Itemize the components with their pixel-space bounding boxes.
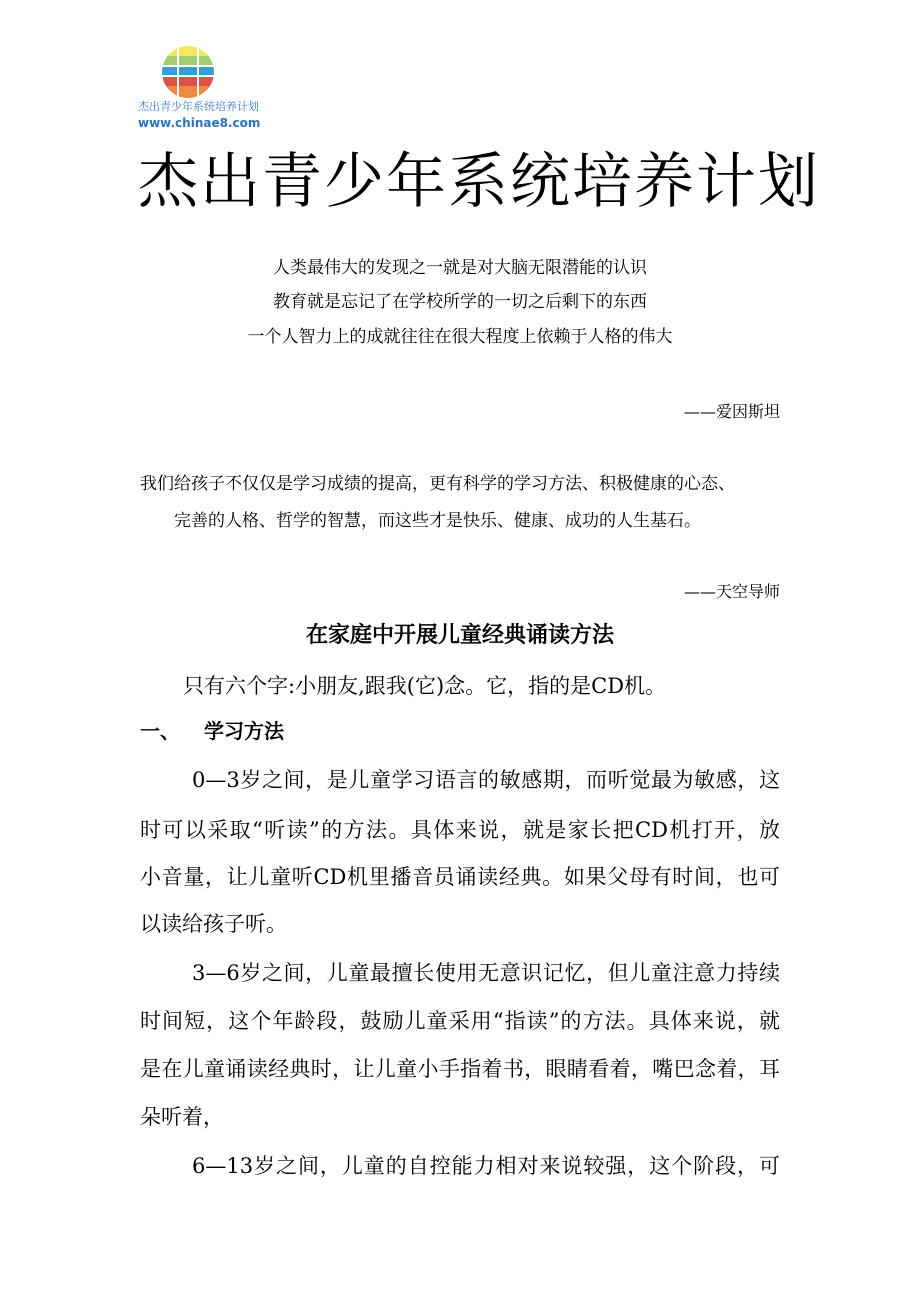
paragraph-line: 小音量，让儿童听CD机里播音员诵读经典。如果父母有时间，也可 [140, 865, 780, 889]
quote-line: 人类最伟大的发现之一就是对大脑无限潜能的认识 [273, 258, 647, 278]
section-heading [140, 718, 284, 744]
page-title: 杰出青少年系统培养计划 [138, 147, 820, 217]
paragraph-line: 3—6岁之间，儿童最擅长使用无意识记忆，但儿童注意力持续 [192, 961, 780, 985]
section-number: 一、 [140, 719, 180, 743]
article-intro: 只有六个字:小朋友,跟我(它)念。它，指的是CD机。 [183, 674, 667, 698]
mission-author: ——天空导师 [683, 582, 780, 601]
paragraph-line: 0—3岁之间，是儿童学习语言的敏感期，而听觉最为敏感，这 [192, 768, 780, 792]
paragraph-line: 6—13岁之间，儿童的自控能力相对来说较强，这个阶段，可 [192, 1154, 780, 1178]
paragraph-line: 以读给孩子听。 [140, 912, 287, 936]
quote-author: ——爱因斯坦 [683, 402, 780, 421]
logo-globe-icon [158, 44, 218, 98]
logo-url: www.chinae8.com [138, 116, 261, 130]
mission-line: 我们给孩子不仅仅是学习成绩的提高，更有科学的学习方法、积极健康的心态、 [140, 474, 735, 494]
paragraph-line: 时间短，这个年龄段，鼓励儿童采用“指读”的方法。具体来说，就 [140, 1009, 780, 1033]
paragraph-line: 时可以采取“听读”的方法。具体来说，就是家长把CD机打开，放 [140, 818, 780, 842]
logo-name: 杰出青少年系统培养计划 [138, 100, 259, 113]
paragraph-line: 是在儿童诵读经典时，让儿童小手指着书，眼睛看着，嘴巴念着，耳 [140, 1057, 780, 1081]
article-heading: 在家庭中开展儿童经典诵读方法 [305, 623, 614, 648]
quote-line: 一个人智力上的成就往往在很大程度上依赖于人格的伟大 [247, 327, 673, 347]
section-title: 学习方法 [204, 719, 284, 743]
mission-line: 完善的人格、哲学的智慧，而这些才是快乐、健康、成功的人生基石。 [174, 511, 701, 531]
paragraph-line: 朵听着， [140, 1105, 224, 1129]
quote-line: 教育就是忘记了在学校所学的一切之后剩下的东西 [273, 292, 647, 312]
logo [130, 40, 261, 135]
